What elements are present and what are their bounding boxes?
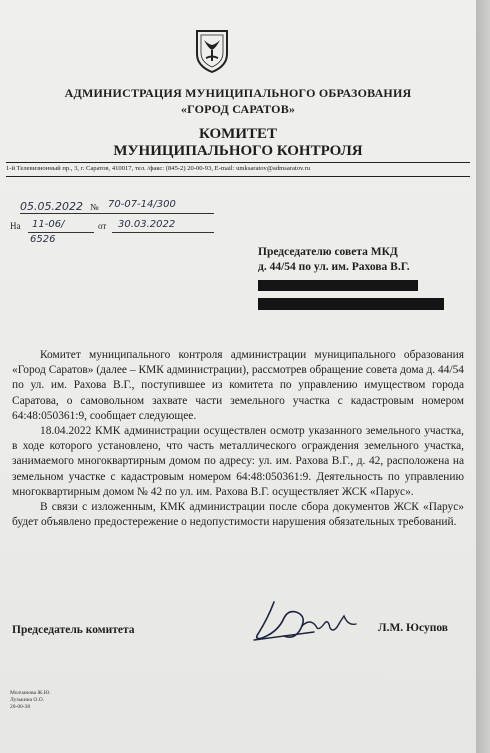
committee-name-line1: КОМИТЕТ	[198, 126, 277, 142]
organization-name-line2: «ГОРОД САРАТОВ»	[180, 102, 296, 116]
signer-title: Председатель комитета	[12, 624, 135, 636]
reply-to-number-continuation: 6526	[30, 234, 56, 245]
addressee-line1: Председателю совета МКД	[258, 246, 398, 258]
handwritten-signature	[244, 596, 374, 646]
executor-footer	[10, 690, 51, 711]
addressee-line2: д. 44/54 по ул. им. Рахова В.Г.	[258, 261, 410, 273]
committee-name-line2: МУНИЦИПАЛЬНОГО КОНТРОЛЯ	[113, 143, 363, 159]
redacted-addressee-address	[258, 298, 444, 310]
addressee-block	[258, 245, 468, 275]
reply-to-number: 11-06/	[32, 219, 65, 230]
body-paragraph-1: Комитет муниципального контроля администрации муниципального образования «Город Саратов» (далее – КМК администрации), рассмотрев обращение совета дома д. 44/54 по ул. им. Рахова В.Г., поступившее из комитета по управлению имуществом города Саратова, о самовольном захвате части земельного участка с кадастровым номером 64:48:050361:9, сообщает следующее.	[12, 349, 464, 422]
reply-to-label: На	[10, 221, 21, 231]
executor-line1: Молчанова Ж.Ю.	[10, 690, 51, 696]
redacted-addressee-name	[258, 280, 418, 291]
address-divider	[6, 176, 470, 177]
reply-to-date: 30.03.2022	[118, 219, 176, 230]
letter-number: 70-07-14/300	[108, 199, 176, 210]
reply-date-underline	[112, 232, 214, 233]
executor-phone: 20-00-38	[10, 704, 31, 710]
number-label: №	[90, 202, 99, 212]
executor-line2: Лузькина О.О.	[10, 697, 45, 703]
header-divider	[6, 162, 470, 163]
body-paragraph-2: 18.04.2022 КМК администрации осуществлен осмотр указанного земельного участка, в ходе которого установлено, что часть металлического ограждения земельного участка, занимаемого многоквартирным домом по адресу: ул. им. Рахова В.Г., д. 42, расположена на земельном участке с кадастровым номером 64:48:050361:9. Деятельность по управлению многоквартирным домом № 42 по ул. им. Рахова В.Г. осуществляет ЖСК «Парус».	[12, 425, 464, 498]
organization-address: 1-й Телевизионный пр., 3, г. Саратов, 410017, тел. /факс: (845-2) 20-00-93, E-mail: umksaratov@admsaratov.ru	[6, 165, 311, 172]
number-underline	[20, 213, 214, 214]
organization-name-line1: АДМИНИСТРАЦИЯ МУНИЦИПАЛЬНОГО ОБРАЗОВАНИЯ	[64, 86, 412, 100]
saratov-coat-of-arms-icon	[192, 28, 232, 74]
reply-from-label: от	[98, 221, 107, 231]
reply-number-underline	[28, 232, 94, 233]
letter-date: 05.05.2022	[20, 200, 83, 213]
page-edge-shadow	[476, 0, 490, 753]
letter-body	[12, 348, 464, 530]
signer-name: Л.М. Юсупов	[378, 622, 448, 634]
body-paragraph-3: В связи с изложенным, КМК администрации после сбора документов ЖСК «Парус» будет объявлено предостережение о недопустимости нарушения обязательных требований.	[12, 501, 464, 529]
